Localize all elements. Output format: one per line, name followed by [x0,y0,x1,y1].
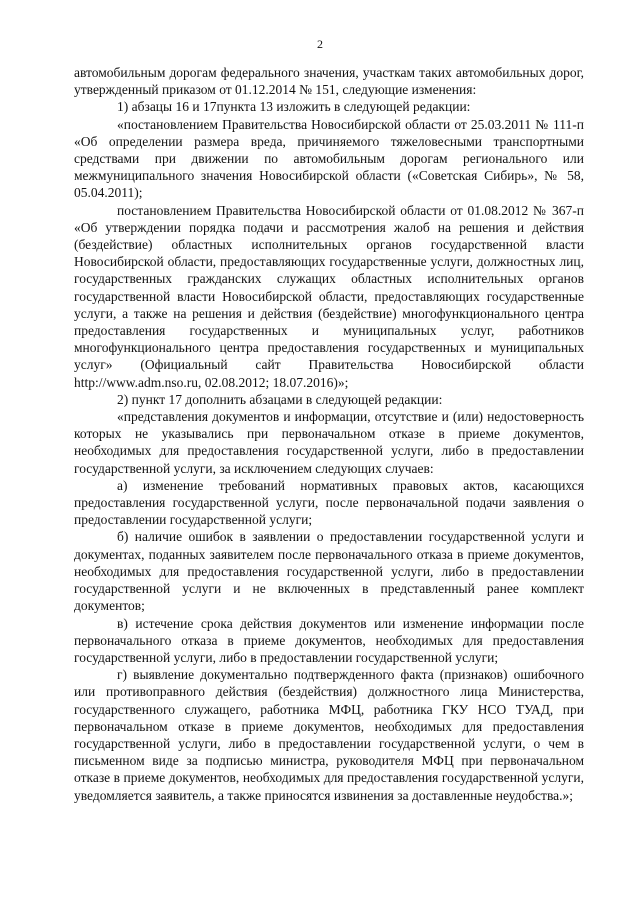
paragraph-case-v: в) истечение срока действия документов или изменение информации после первоначального отказа в приеме документов, необходимых для предоставления государственной услуги, либо в предоставлении государственной услуги; [74,615,584,665]
paragraph-case-g: г) выявление документально подтвержденного факта (признаков) ошибочного или противоправного действия (бездействия) должностного лица Министерства, государственного служащего, работника МФЦ, работника ГКУ НСО ТУАД, при первоначальном отказе в приеме документов, необходимых для предоставления государственной услуги, либо в предоставлении государственной услуги, о чем в письменном виде за подписью министра, руководителя МФЦ при первоначальном отказе в приеме документов, необходимых для предоставления государственной услуги, уведомляется заявитель, а также приносятся извинения за доставленные неудобства.»; [74,667,584,803]
paragraph-intro-continuation: автомобильным дорогам федерального значения, участкам таких автомобильных дорог, утвержденный приказом от 01.12.2014 № 151, следующие изменения: [74,65,584,98]
paragraph-documents-presentation: «представления документов и информации, отсутствие и (или) недостоверность которых не указывались при первоначальном отказе в приеме документов, необходимых для предоставления государственной услуги, либо в предоставлении государственной услуги, за исключением следующих случаев: [74,409,584,476]
document-body [74,64,584,804]
page-number: 2 [317,37,323,51]
paragraph-resolution-367p: постановлением Правительства Новосибирской области от 01.08.2012 № 367-п «Об утверждении порядка подачи и рассмотрения жалоб на решения и действия (бездействие) областных исполнительных органов государственной власти Новосибирской области, предоставляющих государственные услуги, должностных лиц, государственных гражданских служащих областных исполнительных органов государственной власти Новосибирской области, предоставляющих государственные услуги, а также на решения и действия (бездействие) многофункционального центра предоставления государственных и муниципальных услуг, работников многофункционального центра предоставления государственных и муниципальных услуг» (Официальный сайт Правительства Новосибирской области http://www.adm.nso.ru, 02.08.2012; 18.07.2016)»; [74,202,584,390]
paragraph-item-1: 1) абзацы 16 и 17пункта 13 изложить в следующей редакции: [117,99,471,115]
paragraph-case-b: б) наличие ошибок в заявлении о предоставлении государственной услуги и документах, поданных заявителем после первоначального отказа в приеме документов, необходимых для предоставления государственной услуги, либо в предоставлении государственной услуги и не включенных в представленный ранее комплект документов; [74,529,584,614]
paragraph-resolution-111p: «постановлением Правительства Новосибирской области от 25.03.2011 № 111-п «Об определении размера вреда, причиняемого тяжеловесными транспортными средствами при движении по автомобильным дорогам регионального или межмуниципального значения Новосибирской области («Советская Сибирь», № 58, 05.04.2011); [74,116,584,201]
paragraph-case-a: а) изменение требований нормативных правовых актов, касающихся предоставления государственной услуги, после первоначальной подачи заявления о предоставлении государственной услуги; [74,477,584,528]
paragraph-item-2: 2) пункт 17 дополнить абзацами в следующей редакции: [117,391,443,407]
